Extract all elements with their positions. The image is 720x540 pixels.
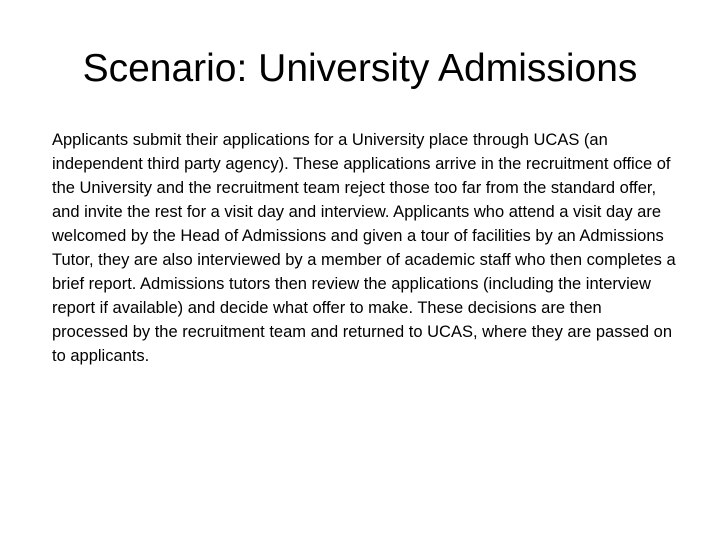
- slide-title: Scenario: University Admissions: [82, 47, 638, 90]
- slide-body-text: Applicants submit their applications for a University place through UCAS (an independent third party agency). These applications arrive in the recruitment office of the University and the recruitment team reject those too far from the standard offer, and invite the rest for a visit day and interview. Applicants who attend a visit day are welcomed by the Head of Admissions and given a tour of facilities by an Admissions Tutor, they are also interviewed by a member of academic staff who then completes a brief report. Admissions tutors then review the applications (including the interview report if available) and decide what offer to make. These decisions are then processed by the recruitment team and returned to UCAS, where they are passed on to applicants.: [52, 131, 676, 365]
